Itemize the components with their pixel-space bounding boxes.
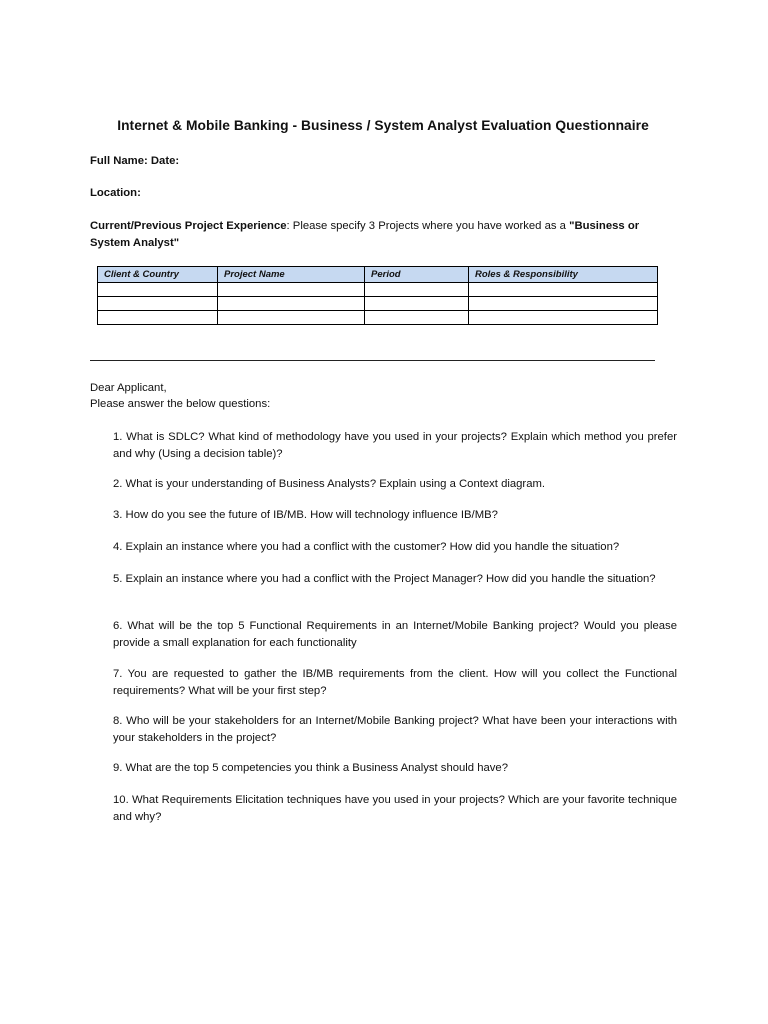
- table-header-roles: Roles & Responsibility: [469, 267, 658, 283]
- table-cell: [469, 283, 658, 297]
- table-row: [98, 283, 658, 297]
- project-experience-table: [97, 266, 658, 325]
- question-8: 8. Who will be your stakeholders for an Internet/Mobile Banking project? What have been your interactions with your stakeholders in the project?: [113, 715, 677, 744]
- section-divider: [90, 360, 655, 361]
- question-9: 9. What are the top 5 competencies you think a Business Analyst should have?: [113, 762, 508, 774]
- table-cell: [98, 297, 218, 311]
- table-row: [98, 297, 658, 311]
- project-experience-text: : Please specify 3 Projects where you have worked as a: [286, 220, 570, 232]
- table-cell: [365, 297, 469, 311]
- table-cell: [469, 297, 658, 311]
- question-2: 2. What is your understanding of Business Analysts? Explain using a Context diagram.: [113, 478, 546, 490]
- table-cell: [98, 283, 218, 297]
- table-header-client-country: Client & Country: [98, 267, 218, 283]
- document-title: Internet & Mobile Banking - Business / System Analyst Evaluation Questionnaire: [117, 118, 649, 133]
- question-5: 5. Explain an instance where you had a conflict with the Project Manager? How did you handle the situation?: [113, 573, 656, 585]
- greeting-text: Dear Applicant,: [90, 382, 167, 394]
- table-cell: [218, 311, 365, 325]
- location-label: Location:: [90, 187, 141, 199]
- table-cell: [98, 311, 218, 325]
- table-cell: [365, 311, 469, 325]
- question-4: 4. Explain an instance where you had a conflict with the customer? How did you handle the situation?: [113, 541, 620, 553]
- table-header-project-name: Project Name: [218, 267, 365, 283]
- instruction-text: Please answer the below questions:: [90, 398, 271, 410]
- question-1: 1. What is SDLC? What kind of methodology have you used in your projects? Explain which method you prefer and why (Using a decision table)?: [113, 431, 677, 460]
- project-experience-emphasis: "Business or System Analyst": [90, 220, 640, 249]
- table-header-row: [98, 267, 658, 283]
- table-row: [98, 311, 658, 325]
- question-7: 7. You are requested to gather the IB/MB requirements from the client. How will you collect the Functional requirements? What will be your first step?: [113, 668, 677, 697]
- project-experience-paragraph: [90, 218, 680, 251]
- table-cell: [218, 283, 365, 297]
- question-3: 3. How do you see the future of IB/MB. How will technology influence IB/MB?: [113, 509, 498, 521]
- question-10: 10. What Requirements Elicitation techniques have you used in your projects? Which are your favorite technique and why?: [113, 794, 677, 823]
- full-name-date-label: Full Name: Date:: [90, 155, 180, 167]
- project-experience-label: Current/Previous Project Experience: [90, 220, 287, 232]
- table-cell: [365, 283, 469, 297]
- question-6: 6. What will be the top 5 Functional Requirements in an Internet/Mobile Banking project? Would you please provide a small explanation for each functionality: [113, 620, 677, 649]
- table-header-period: Period: [365, 267, 469, 283]
- table-cell: [218, 297, 365, 311]
- table-cell: [469, 311, 658, 325]
